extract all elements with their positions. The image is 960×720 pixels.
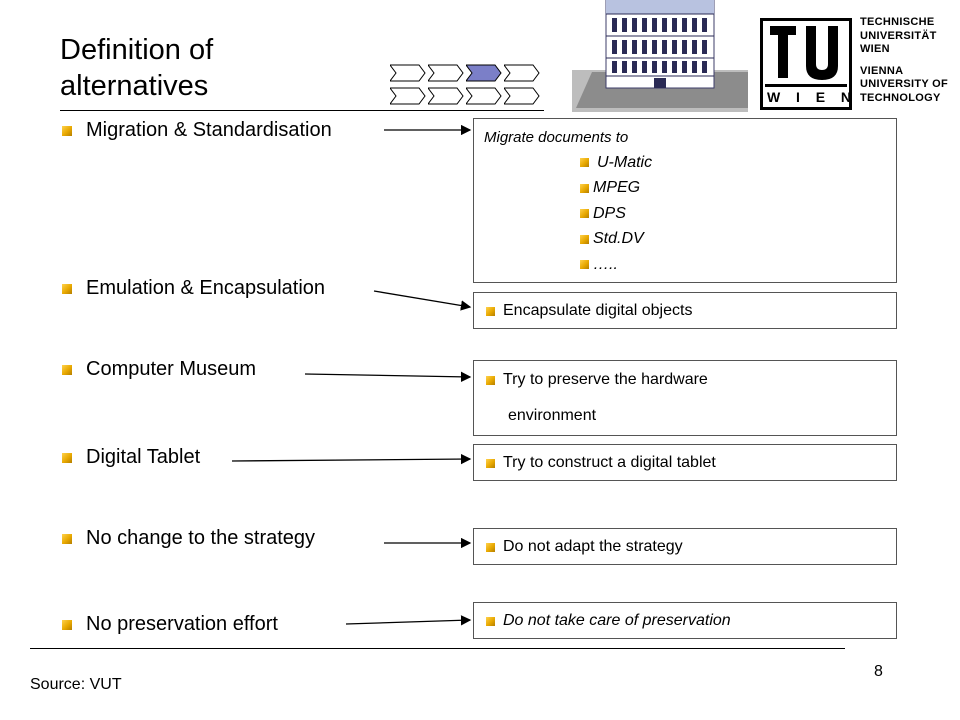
museum-text-line2: environment	[508, 407, 597, 424]
alternative-label: No preservation effort	[86, 613, 278, 635]
arrow-emulation	[374, 291, 470, 307]
alternative-label: Computer Museum	[86, 358, 257, 380]
title-line-1: Definition of	[60, 34, 214, 66]
format-label: …..	[593, 255, 618, 273]
arrow-nopreservation	[346, 620, 470, 624]
format-label: DPS	[593, 204, 626, 222]
emulation-text: Encapsulate digital objects	[503, 302, 693, 319]
alternative-label: Digital Tablet	[86, 446, 201, 468]
arrow-museum	[305, 374, 470, 377]
arrow-tablet	[232, 459, 470, 461]
nochange-text: Do not adapt the strategy	[503, 538, 683, 555]
tablet-text: Try to construct a digital tablet	[503, 454, 716, 471]
tu-wordmark-line: UNIVERSITÄT	[860, 29, 937, 42]
alternative-label: Migration & Standardisation	[86, 119, 332, 141]
page-number: 8	[874, 663, 883, 680]
tu-wordmark-line: UNIVERSITY OF	[860, 78, 949, 90]
format-label: U-Matic	[597, 153, 653, 171]
format-label: MPEG	[593, 179, 641, 197]
migration-heading: Migrate documents to	[484, 129, 629, 146]
tu-wordmark-line: TECHNOLOGY	[860, 91, 941, 104]
tu-wordmark-line: TECHNISCHE	[860, 16, 935, 28]
source-note: Source: VUT	[30, 676, 122, 693]
alternative-label: Emulation & Encapsulation	[86, 277, 326, 299]
alternative-label: No change to the strategy	[86, 527, 316, 549]
format-label: Std.DV	[593, 230, 644, 248]
tu-logo-wien: W I E N	[767, 89, 851, 105]
nopreservation-text: Do not take care of preservation	[503, 612, 731, 629]
tu-wordmark-line: VIENNA	[860, 64, 904, 77]
tu-wordmark-line: WIEN	[860, 43, 890, 55]
museum-text-line1: Try to preserve the hardware	[503, 371, 708, 388]
footer-divider	[30, 648, 845, 649]
title-line-2: alternatives	[60, 70, 209, 102]
